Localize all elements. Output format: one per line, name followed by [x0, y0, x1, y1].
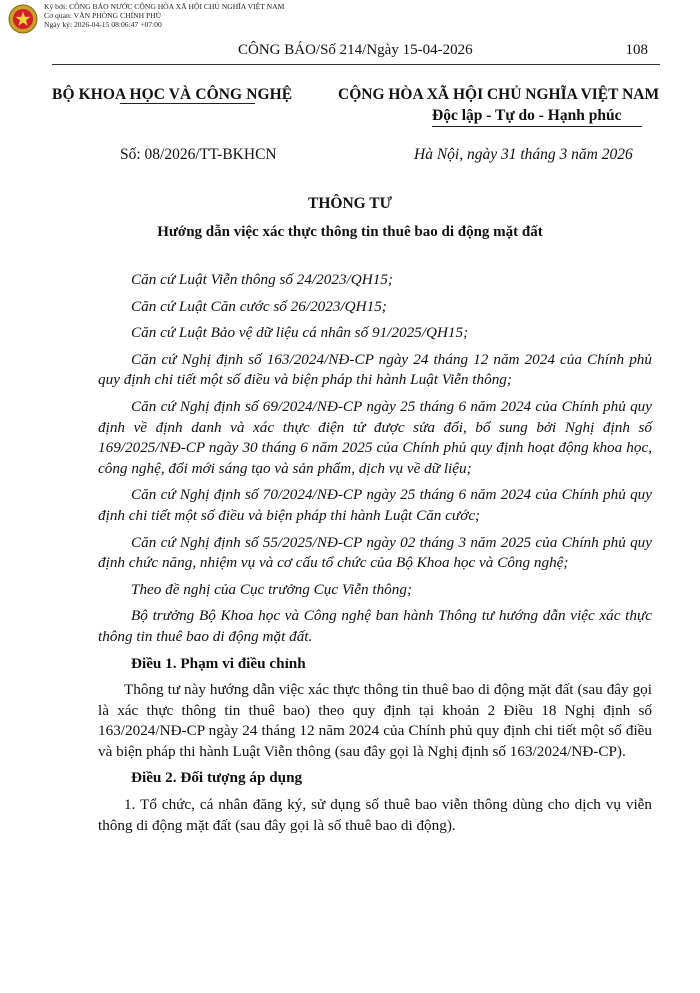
- digital-signature-block: [0, 0, 700, 40]
- gazette-header: [0, 42, 700, 64]
- article-2-text: 1. Tổ chức, cá nhân đăng ký, sử dụng số thuê bao viễn thông dùng cho dịch vụ viễn thông di động mặt đất (sau đây gọi là số thuê bao di động).: [98, 796, 652, 834]
- preamble-item: Căn cứ Nghị định số 55/2025/NĐ-CP ngày 02 tháng 3 năm 2025 của Chính phủ quy định chức năng, nhiệm vụ và cơ cấu tổ chức của Bộ Khoa học và Công nghệ;: [98, 533, 652, 572]
- signature-date: Ngày ký: 2026-04-15 08:06:47 +07:00: [44, 20, 162, 29]
- preamble-item: Căn cứ Luật Viễn thông số 24/2023/QH15;: [131, 271, 393, 288]
- article-1-heading: Điều 1. Phạm vi điều chỉnh: [131, 654, 306, 672]
- article-2-heading: Điều 2. Đối tượng áp dụng: [131, 769, 303, 787]
- document-number: Số: 08/2026/TT-BKHCN: [120, 146, 277, 163]
- preamble-item: Căn cứ Luật Bảo vệ dữ liệu cá nhân số 91/2025/QH15;: [131, 324, 469, 342]
- place-and-date: Hà Nội, ngày 31 tháng 3 năm 2026: [414, 146, 633, 163]
- gazette-divider: [52, 64, 660, 65]
- preamble-item: Căn cứ Luật Căn cước số 26/2023/QH15;: [131, 297, 387, 315]
- document-subject: Hướng dẫn việc xác thực thông tin thuê bao di động mặt đất: [157, 224, 543, 240]
- national-motto: Độc lập - Tự do - Hạnh phúc: [432, 107, 622, 124]
- document-type: THÔNG TƯ: [308, 195, 392, 212]
- signature-signed-by: Ký bởi: CÔNG BÁO NƯỚC CỘNG HÒA XÃ HỘI CHỦ NGHĨA VIỆT NAM: [44, 2, 285, 11]
- national-title: CỘNG HÒA XÃ HỘI CHỦ NGHĨA VIỆT NAM: [338, 86, 660, 103]
- ministry-underline: [120, 103, 255, 104]
- motto-underline: [432, 126, 642, 127]
- issuing-ministry: BỘ KHOA HỌC VÀ CÔNG NGHỆ: [52, 86, 293, 103]
- gazette-title: CÔNG BÁO/Số 214/Ngày 15-04-2026: [238, 42, 473, 58]
- preamble-item: Căn cứ Nghị định số 70/2024/NĐ-CP ngày 25 tháng 6 năm 2024 của Chính phủ quy định chi tiết một số điều và biện pháp thi hành Luật Căn cước;: [98, 486, 652, 524]
- article-1-text: Thông tư này hướng dẫn việc xác thực thông tin thuê bao di động mặt đất (sau đây gọi là xác thực thông tin thuê bao) theo quy định tại khoản 2 Điều 18 Nghị định số 163/2024/NĐ-CP ngày 24 tháng 12 năm 2024 của Chính phủ quy định chi tiết một số điều và biện pháp thi hành Luật Viễn thông (sau đây gọi là Nghị định số 163/2024/NĐ-CP).: [98, 681, 652, 760]
- national-emblem-icon: [8, 4, 38, 34]
- preamble-item: Bộ trưởng Bộ Khoa học và Công nghệ ban hành Thông tư hướng dẫn việc xác thực thông tin thuê bao di động mặt đất.: [98, 607, 652, 645]
- page-number: 108: [625, 42, 648, 58]
- document-body: [98, 270, 652, 842]
- preamble-item: Theo đề nghị của Cục trưởng Cục Viễn thông;: [131, 580, 413, 598]
- signature-agency: Cơ quan: VĂN PHÒNG CHÍNH PHỦ: [44, 11, 162, 20]
- preamble-item: Căn cứ Nghị định số 69/2024/NĐ-CP ngày 25 tháng 6 năm 2024 của Chính phủ quy định về định danh và xác thực điện tử được sửa đổi, bổ sung bởi Nghị định số 169/2025/NĐ-CP ngày 30 tháng 6 năm 2025 của Chính phủ quy định hoạt động khoa học, công nghệ, đổi mới sáng tạo và sản phẩm, dịch vụ về dữ liệu;: [98, 397, 652, 477]
- preamble-item: Căn cứ Nghị định số 163/2024/NĐ-CP ngày 24 tháng 12 năm 2024 của Chính phủ quy định chi tiết một số điều và biện pháp thi hành Luật Viễn thông;: [98, 350, 652, 389]
